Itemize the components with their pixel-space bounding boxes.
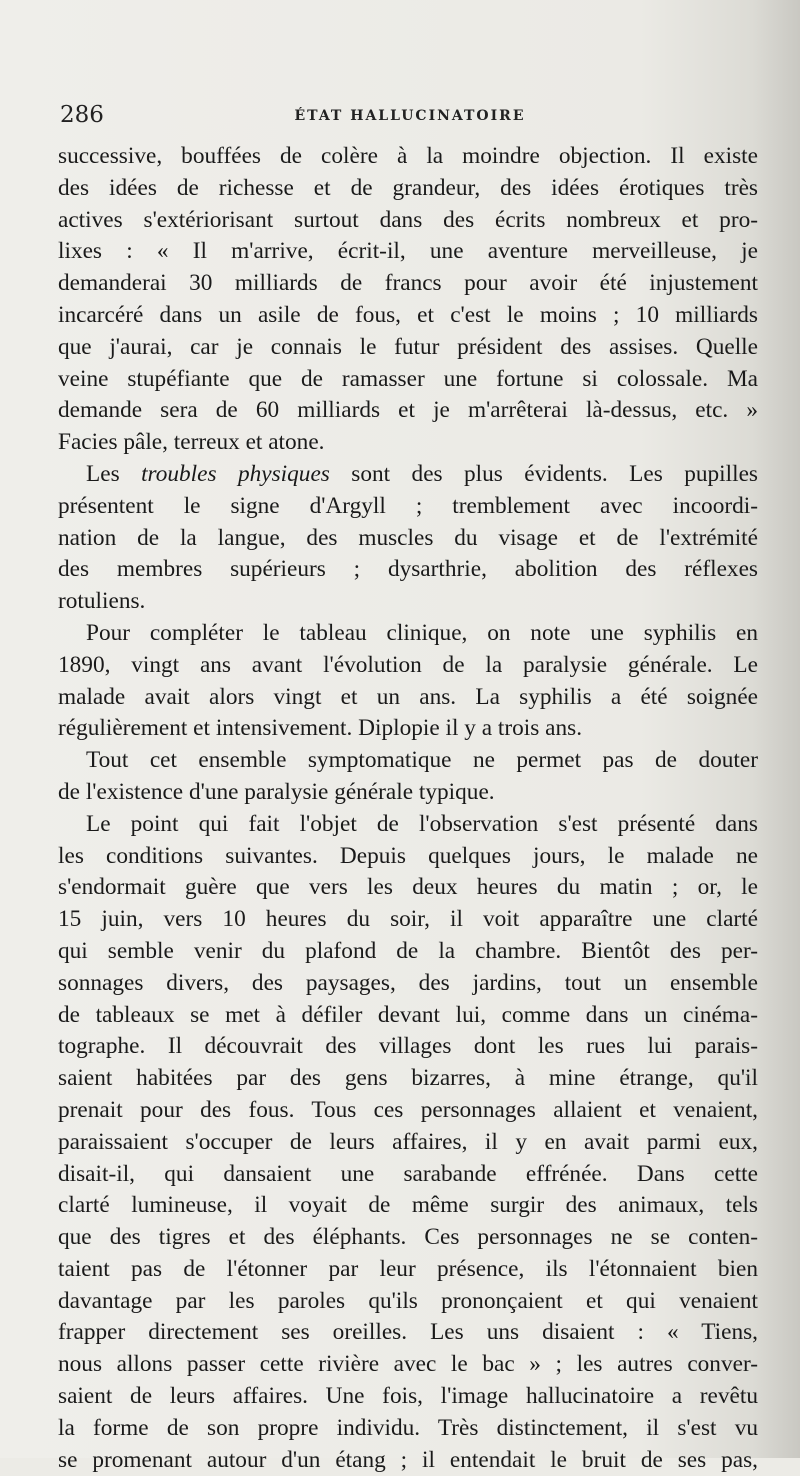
page-number: 286 bbox=[60, 102, 104, 128]
text-line: taient pas de l'étonner par leur présence, ils l'étonnaient bien bbox=[58, 1255, 758, 1282]
text-run: Les bbox=[86, 460, 142, 487]
text-line: tographe. Il découvrait des villages dont les rues lui parais- bbox=[58, 1033, 758, 1060]
text-run: sont des plus évidents. Les pupilles bbox=[329, 460, 759, 487]
text-line: successive, bouffées de colère à la moindre objection. Il existe bbox=[58, 143, 758, 169]
text-line: régulièrement et intensivement. Diplopie il y a trois ans. bbox=[58, 715, 583, 742]
text-line: 1890, vingt ans avant l'évolution de la paralysie générale. Le bbox=[58, 651, 758, 678]
page-body-text bbox=[58, 141, 758, 1476]
text-line: que j'aurai, car je connais le futur président des assises. Quelle bbox=[58, 333, 758, 360]
text-line: nous allons passer cette rivière avec le bac » ; les autres conver- bbox=[58, 1351, 758, 1378]
text-line: qui semble venir du plafond de la chambre. Bientôt des per- bbox=[58, 937, 758, 964]
text-line: 15 juin, vers 10 heures du soir, il voit apparaître une clarté bbox=[58, 906, 758, 933]
text-line: davantage par les paroles qu'ils prononçaient et qui venaient bbox=[58, 1287, 758, 1314]
text-line: actives s'extériorisant surtout dans des écrits nombreux et pro- bbox=[58, 206, 758, 233]
text-line: Pour compléter le tableau clinique, on note une syphilis en bbox=[86, 619, 758, 646]
text-line: que des tigres et des éléphants. Ces personnages ne se conten- bbox=[58, 1224, 758, 1251]
text-line: malade avait alors vingt et un ans. La syphilis a été soignée bbox=[58, 683, 758, 710]
text-line: les conditions suivantes. Depuis quelques jours, le malade ne bbox=[58, 842, 758, 869]
italic-phrase: troubles physiques bbox=[141, 460, 330, 487]
text-line: saient habitées par des gens bizarres, à mine étrange, qu'il bbox=[58, 1065, 758, 1092]
text-line: disait-il, qui dansaient une sarabande effrénée. Dans cette bbox=[58, 1160, 758, 1187]
text-line: lixes : « Il m'arrive, écrit-il, une aventure merveilleuse, je bbox=[58, 238, 758, 265]
text-line: nation de la langue, des muscles du visage et de l'extrémité bbox=[58, 524, 758, 551]
text-line: présentent le signe d'Argyll ; tremblement avec incoordi- bbox=[58, 492, 758, 519]
text-line: s'endormait guère que vers les deux heures du matin ; or, le bbox=[58, 874, 758, 901]
page-header bbox=[60, 100, 760, 130]
text-line: frapper directement ses oreilles. Les uns disaient : « Tiens, bbox=[58, 1319, 758, 1346]
text-line: la forme de son propre individu. Très distinctement, il s'est vu bbox=[58, 1414, 758, 1441]
text-line: Tout cet ensemble symptomatique ne permet pas de douter bbox=[86, 747, 758, 774]
text-line: sonnages divers, des paysages, des jardins, tout un ensemble bbox=[58, 969, 758, 996]
text-line: demanderai 30 milliards de francs pour avoir été injustement bbox=[58, 270, 758, 297]
text-line: des membres supérieurs ; dysarthrie, abolition des réflexes bbox=[58, 556, 758, 583]
text-line: de tableaux se met à défiler devant lui, comme dans un cinéma- bbox=[58, 1001, 758, 1028]
text-line: Le point qui fait l'objet de l'observation s'est présenté dans bbox=[86, 810, 758, 837]
running-head: ÉTAT HALLUCINATOIRE bbox=[294, 108, 526, 124]
text-line: rotuliens. bbox=[58, 588, 146, 615]
text-line: paraissaient s'occuper de leurs affaires, il y en avait parmi eux, bbox=[58, 1128, 758, 1155]
text-line: de l'existence d'une paralysie générale typique. bbox=[58, 778, 495, 805]
text-line: clarté lumineuse, il voyait de même surgir des animaux, tels bbox=[58, 1192, 758, 1219]
text-line: des idées de richesse et de grandeur, des idées érotiques très bbox=[58, 174, 758, 201]
text-line: Facies pâle, terreux et atone. bbox=[58, 429, 325, 456]
text-line: incarcéré dans un asile de fous, et c'est le moins ; 10 milliards bbox=[58, 301, 758, 328]
text-line: demande sera de 60 milliards et je m'arrêterai là-dessus, etc. » bbox=[58, 397, 758, 424]
text-line: veine stupéfiante que de ramasser une fortune si colossale. Ma bbox=[58, 365, 758, 392]
text-line-with-italic bbox=[58, 459, 758, 491]
text-line: saient de leurs affaires. Une fois, l'image hallucinatoire a revêtu bbox=[58, 1383, 758, 1410]
text-line: se promenant autour d'un étang ; il entendait le bruit de ses pas, bbox=[58, 1446, 758, 1473]
text-line: prenait pour des fous. Tous ces personnages allaient et venaient, bbox=[58, 1096, 758, 1123]
